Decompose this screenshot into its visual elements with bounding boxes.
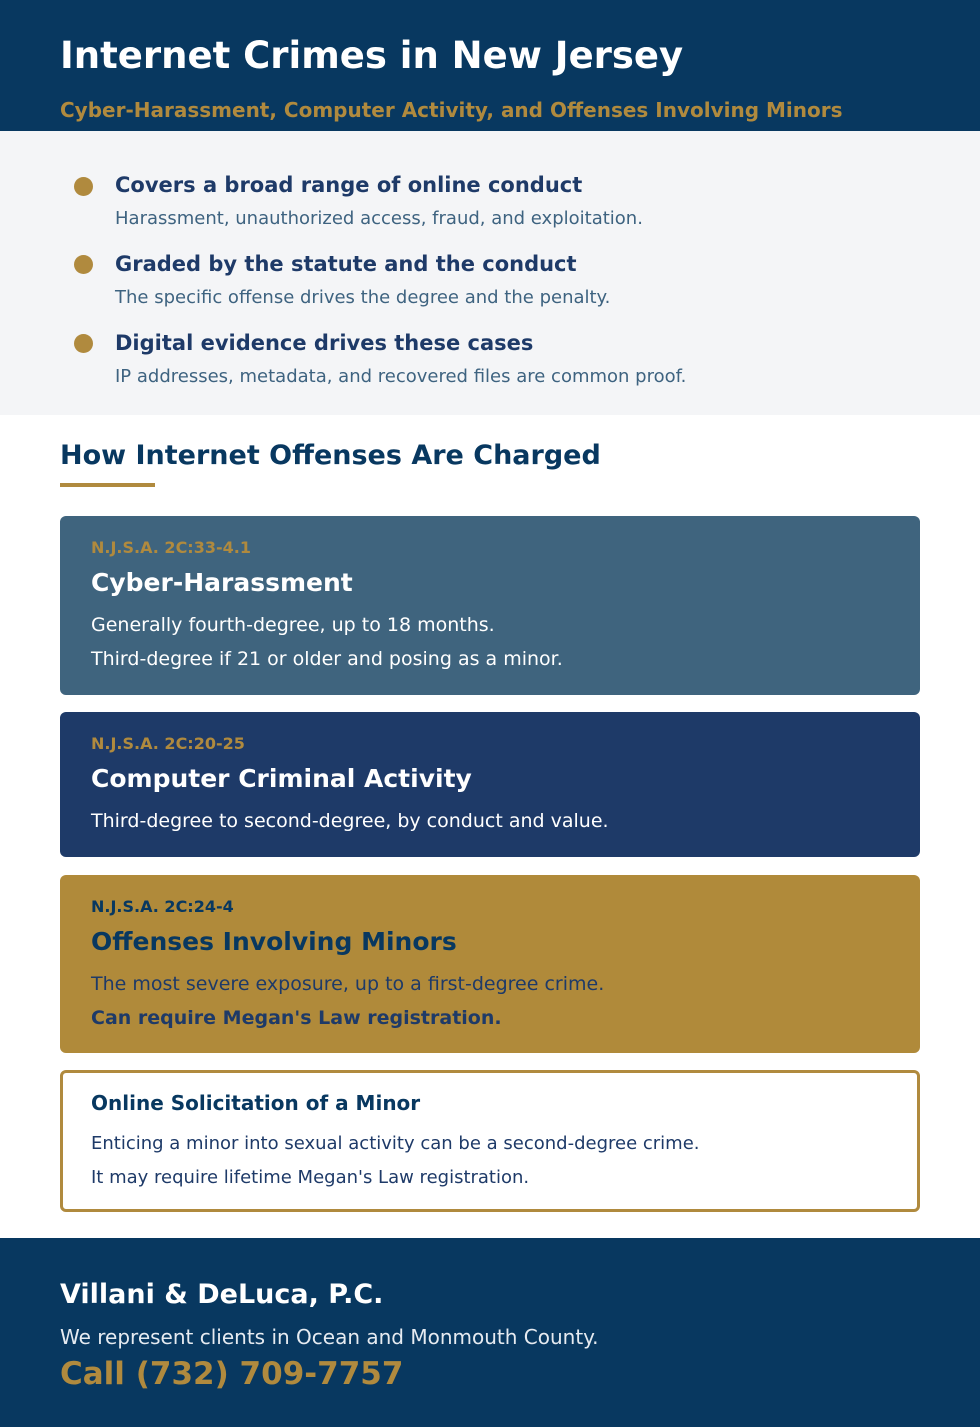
offense-detail: Third-degree if 21 or older and posing as a minor.	[91, 648, 563, 670]
offense-detail: Generally fourth-degree, up to 18 months.	[91, 614, 495, 636]
offense-card-minors	[60, 875, 920, 1053]
page-subtitle: Cyber-Harassment, Computer Activity, and Offenses Involving Minors	[60, 98, 843, 122]
statute-citation: N.J.S.A. 2C:20-25	[91, 734, 245, 753]
offense-card-cyber-harassment	[60, 516, 920, 695]
offense-detail: Enticing a minor into sexual activity can be a second-degree crime.	[91, 1133, 700, 1154]
highlight-description: IP addresses, metadata, and recovered files are common proof.	[115, 366, 687, 387]
bullet-dot-icon	[74, 255, 93, 274]
offense-detail: It may require lifetime Megan's Law registration.	[91, 1167, 530, 1188]
page-title: Internet Crimes in New Jersey	[60, 34, 684, 77]
phone-call-link[interactable]: Call (732) 709-7757	[60, 1356, 404, 1392]
highlight-title: Digital evidence drives these cases	[115, 331, 534, 355]
statute-citation: N.J.S.A. 2C:24-4	[91, 897, 234, 916]
highlights-panel	[0, 131, 980, 415]
highlight-title: Covers a broad range of online conduct	[115, 173, 583, 197]
firm-name: Villani & DeLuca, P.C.	[60, 1279, 384, 1310]
offense-card-computer-criminal-activity	[60, 712, 920, 857]
offense-detail: The most severe exposure, up to a first-degree crime.	[91, 973, 605, 995]
offense-detail-emphasis: Can require Megan's Law registration.	[91, 1007, 502, 1029]
page-header	[0, 0, 980, 131]
footer	[0, 1238, 980, 1427]
service-area-note: We represent clients in Ocean and Monmouth County.	[60, 1325, 599, 1349]
offense-title: Cyber-Harassment	[91, 568, 353, 597]
highlight-description: Harassment, unauthorized access, fraud, and exploitation.	[115, 208, 643, 229]
offense-detail: Third-degree to second-degree, by conduct and value.	[91, 810, 609, 832]
offense-title: Online Solicitation of a Minor	[91, 1091, 421, 1115]
offense-title: Offenses Involving Minors	[91, 927, 457, 956]
section-underline	[60, 483, 155, 487]
offense-title: Computer Criminal Activity	[91, 764, 472, 793]
highlight-description: The specific offense drives the degree and the penalty.	[115, 287, 611, 308]
offense-card-online-solicitation	[60, 1070, 920, 1212]
section-title: How Internet Offenses Are Charged	[60, 440, 601, 471]
bullet-dot-icon	[74, 177, 93, 196]
statute-citation: N.J.S.A. 2C:33-4.1	[91, 538, 251, 557]
bullet-dot-icon	[74, 334, 93, 353]
highlight-title: Graded by the statute and the conduct	[115, 252, 577, 276]
